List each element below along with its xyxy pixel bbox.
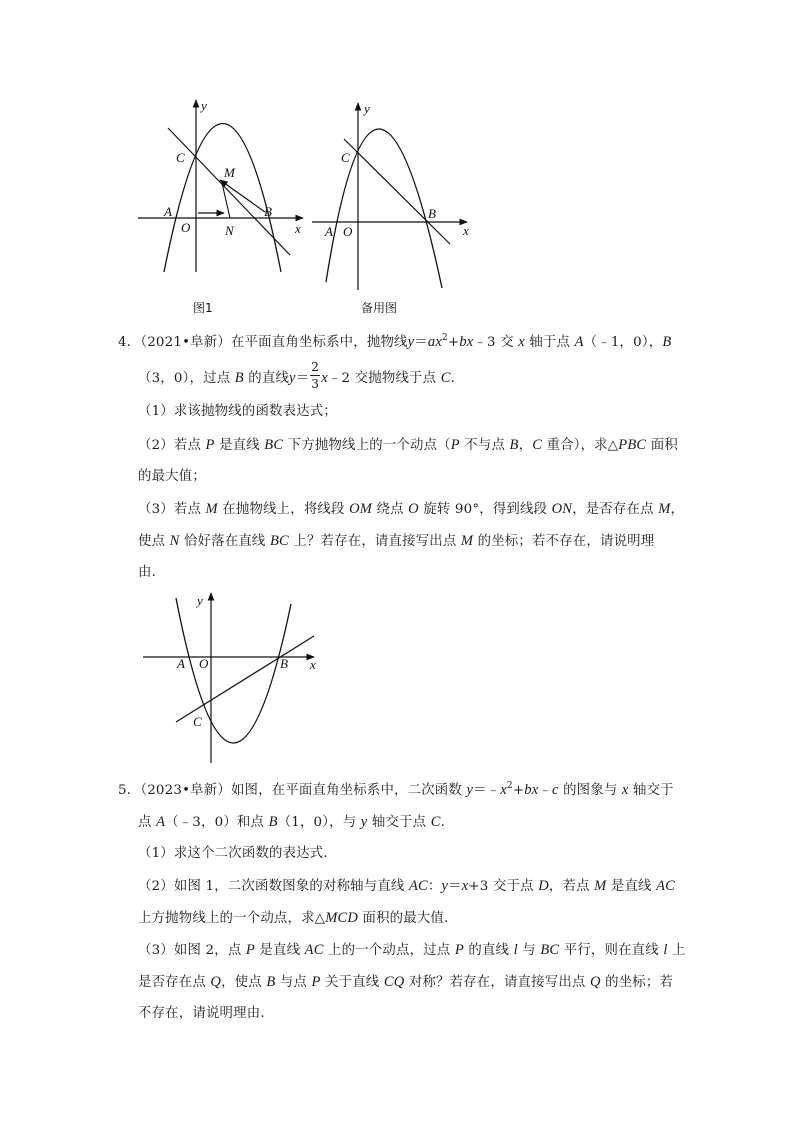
figure-1-label-n: N: [225, 223, 234, 238]
figure-1-label-x: x: [295, 221, 301, 236]
figure-2-label-c: C: [341, 150, 350, 165]
q4-figure-label-o: O: [199, 656, 209, 671]
q5-line-2: 点 A（﹣3，0）和点 B（1，0），与 y 轴交于点 C．: [138, 814, 455, 830]
q5-line-1: 5．（2023•阜新）如图，在平面直角坐标系中，二次函数 $y=﹣x^2+bx﹣c$ 的图象与 x 轴交于: [118, 781, 674, 798]
q5-part-2-line-2: 上方抛物线上的一个动点，求△MCD 面积的最大值．: [138, 910, 458, 926]
figure-2-label-b: B: [428, 206, 436, 221]
q5-part-3-line-3: 不存在，请说明理由．: [138, 1006, 274, 1021]
q5-source: （2023•阜新）: [140, 783, 231, 798]
fraction-two-thirds: $\frac{2}{3}$: [311, 360, 320, 391]
q5-part-1: （1）求这个二次函数的表达式．: [138, 846, 337, 861]
figure-1-label-m: M: [224, 165, 235, 180]
figure-1-label-o: O: [181, 220, 191, 235]
figure-1-label-b: B: [264, 204, 272, 219]
figure-1-label-a: A: [164, 204, 172, 219]
figure-1-label-y: y: [201, 98, 207, 113]
q4-figure-label-x: x: [310, 657, 316, 672]
q5-number: 5．: [118, 783, 141, 798]
q4-part-3-line-2: 使点 N 恰好落在直线 BC 上？若存在，请直接写出点 M 的坐标；若不存在，请说明理: [138, 533, 655, 549]
figure-2-label-y: y: [364, 101, 370, 116]
figure-1-caption: 图1: [193, 301, 213, 315]
q4-part-1: （1）求该抛物线的函数表达式；: [138, 404, 337, 419]
q4-figure-label-b: B: [280, 656, 288, 671]
q4-part-3-line-1: （3）若点 M 在抛物线上，将线段 OM 绕点 O 旋转 90°，得到线段 ON，是否存在点 M，: [138, 501, 685, 517]
q4-part-2-line-2: 的最大值；: [138, 469, 206, 484]
q4-source: （2021•阜新）: [140, 335, 231, 350]
figure-2-caption: 备用图: [361, 301, 398, 315]
q4-figure-label-y: y: [197, 593, 203, 608]
q4-line-1: 4．（2021•阜新）在平面直角坐标系中，抛物线$y=ax^2+bx﹣3$ 交 x 轴于点 A（﹣1，0），B: [118, 333, 672, 350]
q5-part-2-line-1: （2）如图 1，二次函数图象的对称轴与直线 AC：y＝x+3 交于点 D，若点 M 是直线 AC: [138, 878, 676, 894]
figure-2-label-o: O: [343, 224, 353, 239]
figure-2-label-a: A: [325, 224, 333, 239]
q4-figure-line-bc: [176, 636, 314, 722]
q4-figure-label-c: C: [193, 714, 202, 729]
q4-figure-label-a: A: [177, 656, 185, 671]
figure-1-label-c: C: [176, 150, 185, 165]
figure-2-label-x: x: [463, 223, 469, 238]
q4-number: 4．: [118, 335, 141, 350]
q4-line-2: （3，0），过点 B 的直线y＝ $\frac{2}{3}$ x﹣2 交抛物线于点 C．: [138, 360, 465, 391]
q4-part-2-line-1: （2）若点 P 是直线 BC 下方抛物线上的一个动点（P 不与点 B，C 重合），求△PBC 面积: [138, 437, 678, 453]
q5-part-3-line-2: 是否存在点 Q，使点 B 与点 P 关于直线 CQ 对称？若存在，请直接写出点 Q 的坐标；若: [138, 974, 674, 990]
q4-part-3-line-3: 由．: [138, 565, 166, 580]
q5-part-3-line-1: （3）如图 2，点 P 是直线 AC 上的一个动点，过点 P 的直线 l 与 BC 平行，则在直线 l 上: [138, 942, 686, 958]
